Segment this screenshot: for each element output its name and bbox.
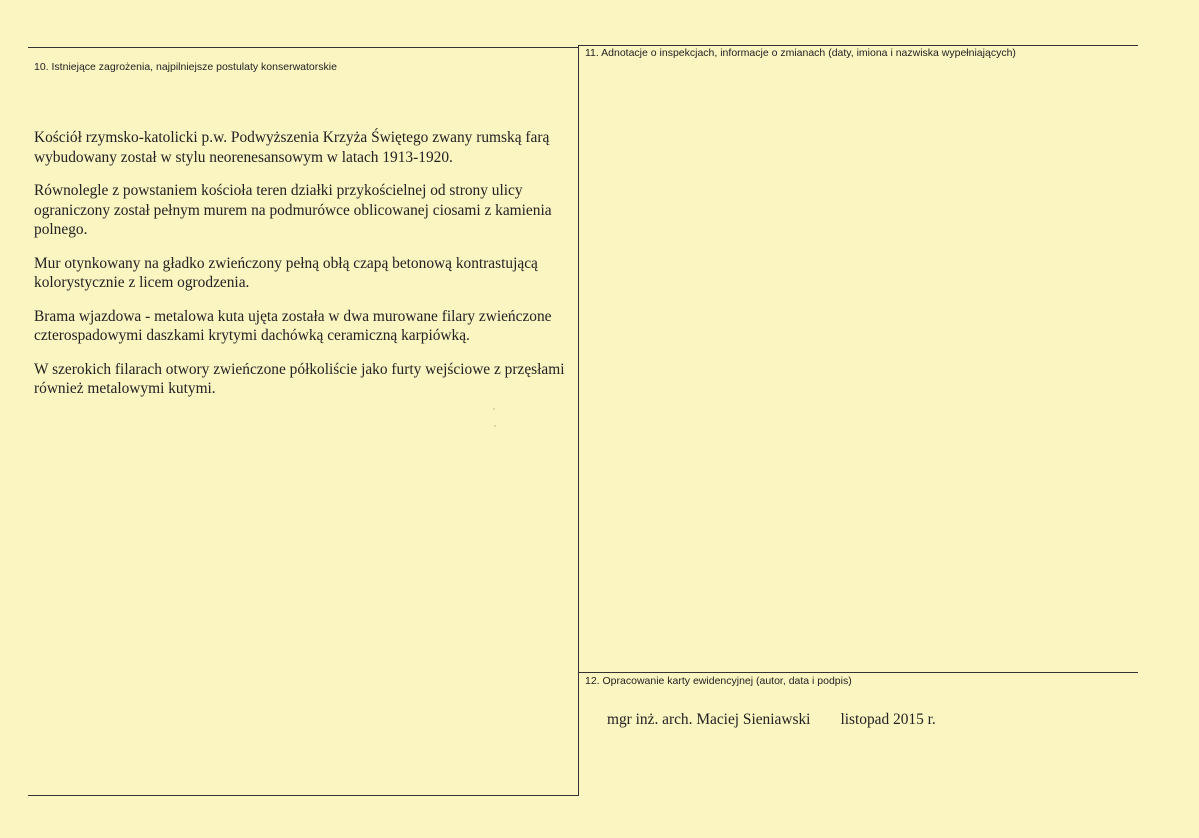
section-10-text: [34, 128, 574, 413]
top-rule-right: [578, 45, 1138, 46]
paragraph-2: Równolegle z powstaniem kościoła teren działki przykościelnej od strony ulicy ograniczony został pełnym murem na podmurówce oblicowanej ciosami z kamienia polnego.: [34, 182, 552, 238]
paper-speck: [494, 425, 496, 427]
section-12-rule: [578, 672, 1138, 673]
paragraph-3: Mur otynkowany na gładko zwieńczony pełną obłą czapą betonową kontrastującą kolorystycznie z licem ogrodzenia.: [34, 254, 538, 291]
paper-speck: [493, 408, 495, 410]
top-rule-left: [28, 47, 578, 48]
author-date: listopad 2015 r.: [840, 711, 936, 728]
column-divider: [578, 45, 579, 796]
section-12-label: 12. Opracowanie karty ewidencyjnej (autor, data i podpis): [585, 675, 852, 687]
paragraph-1: Kościół rzymsko-katolicki p.w. Podwyższenia Krzyża Świętego zwany rumską farą wybudowany został w stylu neorenesansowym w latach 1913-1920.: [34, 129, 550, 166]
bottom-rule: [28, 795, 579, 796]
paragraph-5: W szerokich filarach otwory zwieńczone półkoliście jako furty wejściowe z przęsłami również metalowymi kutymi.: [34, 360, 565, 397]
section-10-label: 10. Istniejące zagrożenia, najpilniejsze postulaty konserwatorskie: [34, 61, 337, 73]
section-12-author-line: [607, 711, 936, 729]
paragraph-4: Brama wjazdowa - metalowa kuta ujęta została w dwa murowane filary zwieńczone czterospadowymi daszkami krytymi dachówką ceramiczną karpiówką.: [34, 307, 552, 344]
author-name: mgr inż. arch. Maciej Sieniawski: [607, 711, 811, 728]
section-11-label: 11. Adnotacje o inspekcjach, informacje o zmianach (daty, imiona i nazwiska wypełniających): [585, 47, 1016, 59]
